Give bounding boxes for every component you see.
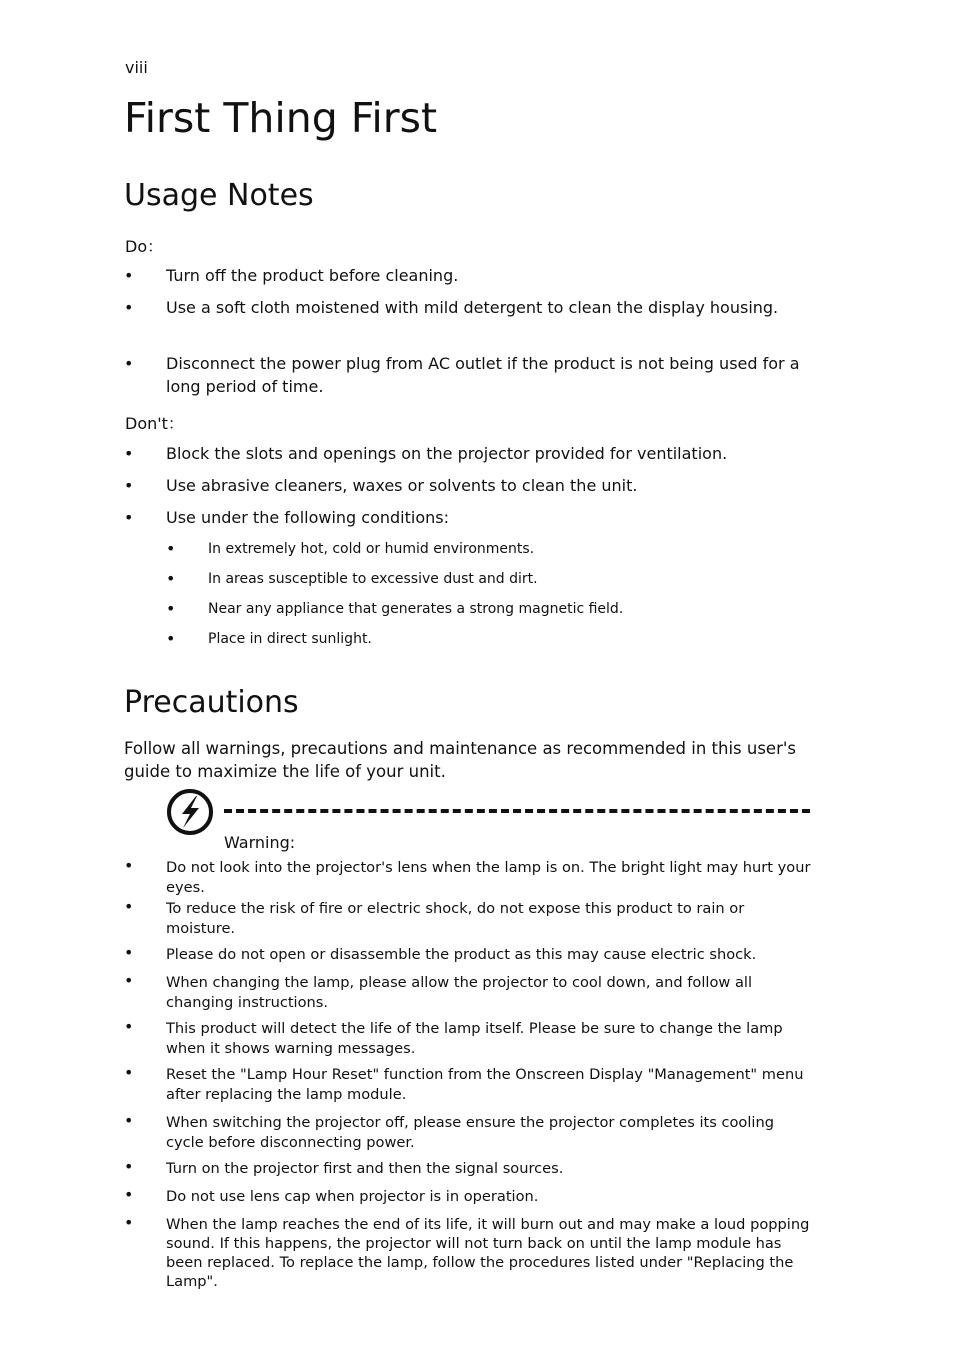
warning-item: • Turn on the projector first and then the signal sources. (124, 1157, 564, 1177)
dont-item: • Use under the following conditions: (124, 508, 449, 527)
warning-item: • This product will detect the life of the lamp itself. Please be sure to change the lamp when it shows warning messages. (124, 1017, 783, 1057)
warning-item: • Please do not open or disassemble the product as this may cause electric shock. (124, 943, 757, 963)
bullet-icon: • (124, 444, 134, 463)
bullet-icon: • (124, 897, 134, 916)
dont-label: Don't： (125, 414, 184, 433)
warning-label: Warning: (224, 833, 296, 852)
bullet-icon: • (166, 629, 176, 648)
bullet-icon: • (124, 943, 134, 962)
bullet-icon: • (124, 856, 134, 875)
bullet-icon: • (124, 971, 134, 990)
bullet-icon: • (124, 1185, 134, 1204)
do-item: • Disconnect the power plug from AC outlet if the product is not being used for a long period of time. (124, 354, 800, 396)
warning-item: • Do not use lens cap when projector is in operation. (124, 1185, 539, 1205)
warning-item: • Do not look into the projector's lens when the lamp is on. The bright light may hurt your eyes. (124, 856, 811, 896)
bullet-icon: • (124, 1157, 134, 1176)
bullet-icon: • (166, 569, 176, 588)
do-item: • Turn off the product before cleaning. (124, 266, 459, 285)
bullet-icon: • (124, 1111, 134, 1130)
condition-item: • In extremely hot, cold or humid environments. (166, 539, 535, 558)
dont-item: • Use abrasive cleaners, waxes or solvents to clean the unit. (124, 476, 638, 495)
bullet-icon: • (124, 266, 134, 285)
precautions-intro: Follow all warnings, precautions and maintenance as recommended in this user's guide to maximize the life of your unit. (124, 739, 796, 781)
bullet-icon: • (124, 476, 134, 495)
warning-item: • When changing the lamp, please allow the projector to cool down, and follow all changing instructions. (124, 971, 752, 1011)
condition-item: • Place in direct sunlight. (166, 629, 372, 648)
condition-item: • Near any appliance that generates a strong magnetic field. (166, 599, 624, 618)
bullet-icon: • (124, 1017, 134, 1036)
page-title: First Thing First (124, 94, 438, 142)
warning-item: • When switching the projector off, please ensure the projector completes its cooling cycle before disconnecting power. (124, 1111, 774, 1151)
do-item: • Use a soft cloth moistened with mild detergent to clean the display housing. (124, 298, 779, 317)
bullet-icon: • (124, 1063, 134, 1082)
bullet-icon: • (166, 599, 176, 618)
warning-divider (224, 809, 810, 813)
bullet-icon: • (166, 539, 176, 558)
warning-item: • To reduce the risk of fire or electric shock, do not expose this product to rain or moisture. (124, 897, 745, 937)
bullet-icon: • (124, 298, 134, 317)
warning-item: • When the lamp reaches the end of its life, it will burn out and may make a loud popping sound. If this happens, the projector will not turn back on until the lamp module has been replaced. To replace the lamp, follow the procedures listed under "Replacing the Lamp". (124, 1213, 810, 1290)
lightning-warning-icon (166, 788, 214, 836)
condition-item: • In areas susceptible to excessive dust and dirt. (166, 569, 538, 588)
do-label: Do： (125, 237, 164, 256)
warning-item: • Reset the "Lamp Hour Reset" function from the Onscreen Display "Management" menu after replacing the lamp module. (124, 1063, 804, 1103)
dont-item: • Block the slots and openings on the projector provided for ventilation. (124, 444, 728, 463)
page-number: viii (125, 58, 148, 77)
bullet-icon: • (124, 1213, 134, 1232)
bullet-icon: • (124, 354, 134, 373)
bullet-icon: • (124, 508, 134, 527)
precautions-heading: Precautions (124, 685, 299, 720)
usage-notes-heading: Usage Notes (124, 178, 314, 213)
